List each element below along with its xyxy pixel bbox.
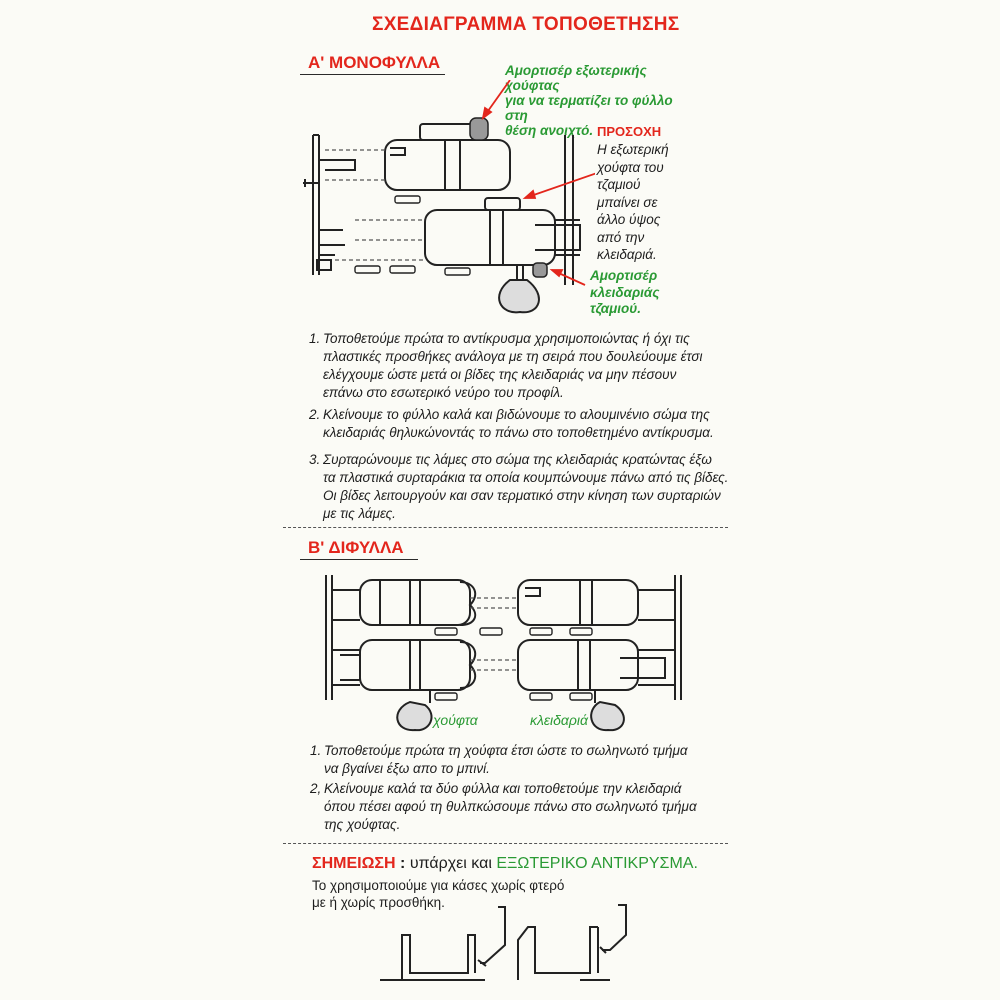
page-title: ΣΧΕΔΙΑΓΡΑΜΜΑ ΤΟΠΟΘΕΤΗΣΗΣ [372,14,680,35]
section-a-heading: Α' ΜΟΝΟΦΥΛΛΑ [308,53,441,72]
label-handle: χούφτα [433,712,478,728]
section-a-step-2: 2. Κλείνουμε το φύλλο καλά και βιδώνουμε το αλουμινένιο σώμα της κλειδαριάς θηλυκώνοντάς το πάνω στο τοποθετημένο αντίκρυσμα. [309,407,714,440]
callout-lock-damper: Αμορτισέρ κλειδαριάς τζαμιού. [590,268,660,316]
section-a-step-1: 1. Τοποθετούμε πρώτα το αντίκρυσμα χρησιμοποιώντας ή όχι τις πλαστικές προσθήκες ανάλογα με τη σειρά που δουλεύουμε έτσι ελέγχουμε ώστε μετά οι βίδες της κλειδαριάς να μην πέσουν επάνω στο εσωτερικό νεύρο του προφίλ. [309,331,703,400]
note-text: Το χρησιμοποιούμε για κάσες χωρίς φτερό με ή χωρίς προσθήκη. [312,878,565,910]
section-a-underline [300,74,445,75]
section-b-underline [300,559,418,560]
caution-text: Η εξωτερική χούφτα του τζαμιού μπαίνει σε άλλο ύψος από την κλειδαριά. [597,142,669,262]
section-a-step-3: 3. Συρταρώνουμε τις λάμες στο σώμα της κλειδαριάς κρατώντας έξω τα πλαστικά συρταράκια τα οποία κουμπώνουμε πάνω από τις βίδες. Οι βίδες λειτουργούν και σαν τερματικό στην κίνηση των συρταριών με τις λάμες. [309,452,729,521]
double-leaf-diagram [320,570,695,735]
section-b-heading: Β' ΔΙΦΥΛΛΑ [308,538,404,557]
section-b-step-1: 1. Τοποθετούμε πρώτα τη χούφτα έτσι ώστε το σωληνωτό τμήμα να βγαίνει έξω απο το μπινί. [310,743,688,776]
external-strike-diagram [380,895,650,985]
single-leaf-diagram [295,80,595,325]
label-lock: κλειδαριά [530,712,589,728]
note-heading: ΣΗΜΕΙΩΣΗ : υπάρχει και ΕΞΩΤΕΡΙΚΟ ΑΝΤΙΚΡΥΣΜΑ. [312,855,698,872]
section-divider [283,527,728,528]
section-divider [283,843,728,844]
callout-external-handle-damper: Αμορτισέρ εξωτερικής χούφτας για να τερματίζει το φύλλο στη θέση ανοιχτό. [505,63,673,138]
caution-title: ΠΡΟΣΟΧΗ [597,124,662,139]
section-b-step-2: 2, Κλείνουμε καλά τα δύο φύλλα και τοποθετούμε την κλειδαριά όπου πέσει αφού τη θυλπκώσουμε πάνω στο σωληνωτό τμήμα της χούφτας. [310,781,697,832]
